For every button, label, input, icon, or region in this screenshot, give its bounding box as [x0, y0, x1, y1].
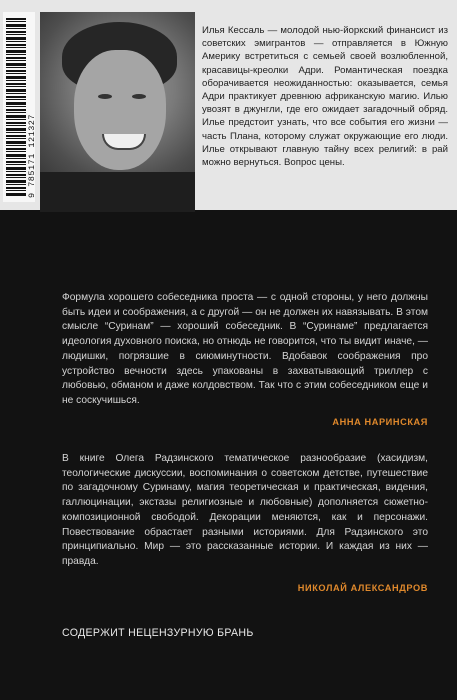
portrait-right-eye	[132, 94, 146, 99]
portrait-face	[74, 50, 166, 170]
book-synopsis: Илья Кессаль — молодой нью-йоркский финансист из советских эмигрантов — отправляется в Южную Америку встретиться с семьей своей возлюбленной, красавицы-креолки Адри. Романтическая поездка оборачивается неожиданностью: оказывается, семья Адри практикует древнюю африканскую магию. Илью увозят в джунгли, где его ожидает загадочный обряд. Илье предстоит узнать, что все события его жизни — часть Плана, которому служат окружающие его люди. Илье открывают главную тайну всех религий: в рай можно вернуться. Вопрос цены.	[202, 25, 448, 169]
review-quote-1: Формула хорошего собеседника проста — с одной стороны, у него должны быть идеи и соображения, а с другой — он не должен их навязывать. В этом смысле “Суринам” — хороший собеседник. В “Суринаме” предлагается идеология духовного поиска, но отнюдь не говорится, что ты видит иначе, — людишки, погрязшие в сиюминутности. Вдобавок соображения про устройство вечности здесь упакованы в захватывающий триллер с любовью, обманом и даже колдовством. Так что с этим собеседником еще и не соскучишься.	[62, 292, 428, 406]
author-portrait	[40, 12, 195, 202]
content-warning: СОДЕРЖИТ НЕЦЕНЗУРНУЮ БРАНЬ	[62, 627, 254, 639]
review-quote-2: В книге Олега Радзинского тематическое разнообразие (хасидизм, теологические дискуссии, воспоминания о советском детстве, путешествие по загадочному Суринаму, магия теоретическая и практическая, видения, галлюцинации, экстазы религиозные и любовные) дополняется сюжетно-композиционной свободой. Декорации меняются, как и персонажи. Повествование обрастает разными историями. Для Радзинского это принципиально. Мир — это рассказанные истории. И каждая из них — правда.	[62, 453, 428, 567]
barcode-bars	[6, 18, 26, 196]
isbn-number: 9 785171 121327	[27, 113, 37, 198]
review-author-1: АННА НАРИНСКАЯ	[332, 417, 428, 427]
portrait-left-eye	[98, 94, 112, 99]
author-info-panel	[0, 0, 457, 210]
review-author-2: НИКОЛАЙ АЛЕКСАНДРОВ	[297, 583, 428, 593]
portrait-shirt	[40, 172, 195, 212]
isbn-barcode	[3, 12, 35, 202]
